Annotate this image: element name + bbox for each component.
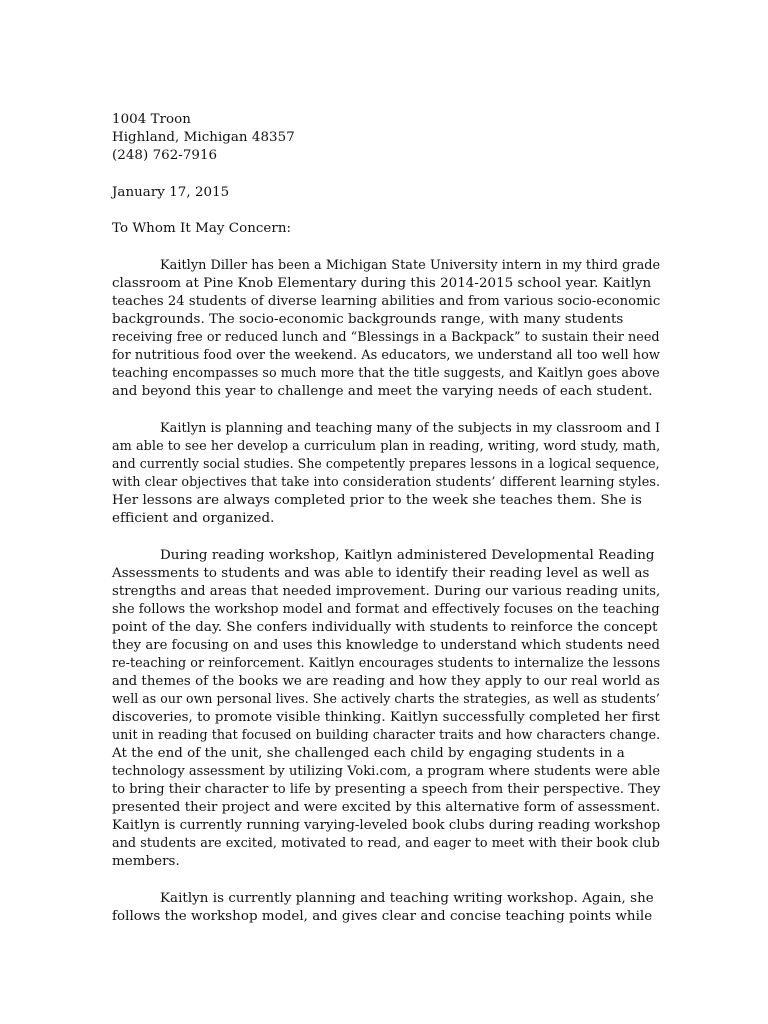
paragraph-3-line: they are focusing on and uses this knowledge to understand which students need (112, 638, 660, 653)
letter-date: January 17, 2015 (112, 185, 230, 200)
paragraph-2-line: Kaitlyn is planning and teaching many of the subjects in my classroom and I (160, 421, 661, 436)
paragraph-2-line: and currently social studies. She competently prepares lessons in a logical sequence, (112, 457, 660, 472)
paragraph-3-line: point of the day. She confers individually with students to reinforce the concept (112, 620, 658, 635)
paragraph-3-line: to bring their character to life by presenting a speech from their perspective. They (112, 782, 661, 797)
paragraph-3-line: strengths and areas that needed improvement. During our various reading units, (112, 584, 661, 599)
paragraph-3-line: well as our own personal lives. She actively charts the strategies, as well as students’ (112, 692, 660, 707)
paragraph-3-line: technology assessment by utilizing Voki.com, a program where students were able (112, 764, 661, 779)
paragraph-2-line: efficient and organized. (112, 511, 275, 526)
paragraph-1-line: teaching encompasses so much more that the title suggests, and Kaitlyn goes above (112, 366, 660, 381)
salutation: To Whom It May Concern: (112, 221, 292, 236)
paragraph-3-line: Kaitlyn is currently running varying-leveled book clubs during reading workshop (112, 818, 661, 833)
address-phone: (248) 762-7916 (112, 148, 218, 163)
paragraph-3-line: re-teaching or reinforcement. Kaitlyn encourages students to internalize the lessons (112, 656, 661, 671)
address-street: 1004 Troon (112, 112, 191, 127)
paragraph-3-line: During reading workshop, Kaitlyn administered Developmental Reading (160, 548, 655, 563)
paragraph-3-line: At the end of the unit, she challenged each child by engaging students in a (112, 746, 625, 761)
address-city-state: Highland, Michigan 48357 (112, 130, 295, 145)
paragraph-2-line: Her lessons are always completed prior to the week she teaches them. She is (112, 493, 642, 508)
paragraph-1-line: Kaitlyn Diller has been a Michigan State University intern in my third grade (160, 258, 661, 273)
paragraph-1-line: for nutritious food over the weekend. As educators, we understand all too well how (112, 348, 660, 363)
paragraph-3-line: unit in reading that focused on building character traits and how characters change. (112, 728, 661, 743)
paragraph-3-line: discoveries, to promote visible thinking. Kaitlyn successfully completed her first (112, 710, 660, 725)
paragraph-3-line: and themes of the books we are reading and how they apply to our real world as (112, 674, 660, 689)
paragraph-3-line: she follows the workshop model and format and effectively focuses on the teaching (112, 602, 660, 617)
paragraph-1-line: receiving free or reduced lunch and “Blessings in a Backpack” to sustain their need (112, 330, 660, 345)
paragraph-3-line: Assessments to students and was able to identify their reading level as well as (112, 566, 650, 581)
paragraph-4-line: follows the workshop model, and gives clear and concise teaching points while (112, 909, 653, 924)
paragraph-3-line: members. (112, 854, 180, 869)
paragraph-4-line: Kaitlyn is currently planning and teaching writing workshop. Again, she (160, 891, 654, 906)
paragraph-2-line: am able to see her develop a curriculum plan in reading, writing, word study, math, (112, 439, 661, 454)
paragraph-2-line: with clear objectives that take into consideration students’ different learning styles. (112, 475, 661, 490)
paragraph-1-line: and beyond this year to challenge and meet the varying needs of each student. (112, 384, 653, 399)
paragraph-3-line: and students are excited, motivated to read, and eager to meet with their book club (112, 836, 660, 851)
paragraph-1-line: backgrounds. The socio-economic backgrounds range, with many students (112, 312, 624, 327)
paragraph-3-line: presented their project and were excited by this alternative form of assessment. (112, 800, 661, 815)
paragraph-1-line: teaches 24 students of diverse learning abilities and from various socio-economic (112, 294, 661, 309)
paragraph-1-line: classroom at Pine Knob Elementary during this 2014-2015 school year. Kaitlyn (112, 276, 652, 291)
